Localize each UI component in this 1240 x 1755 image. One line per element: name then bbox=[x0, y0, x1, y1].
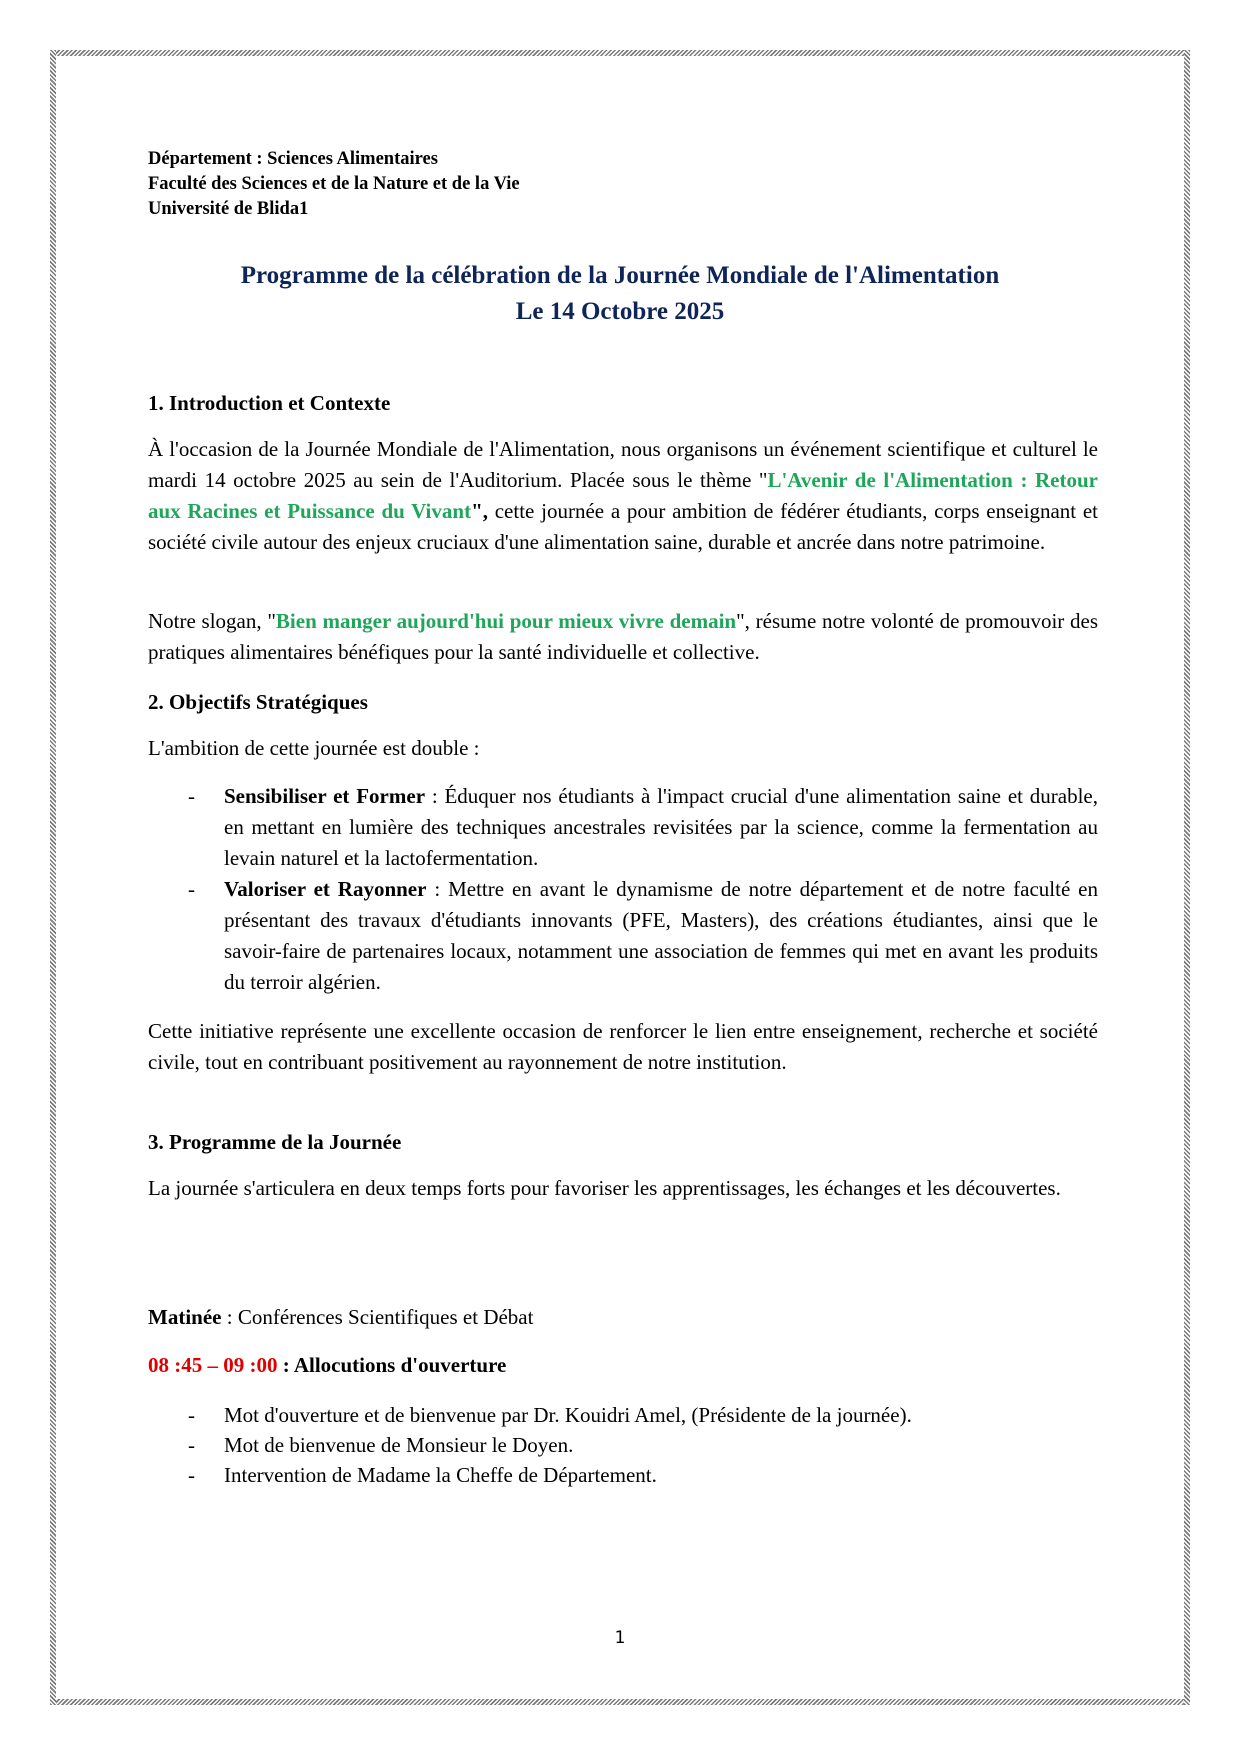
intro-paragraph: À l'occasion de la Journée Mondiale de l'Alimentation, nous organisons un événement scientifique et culturel le mardi 14 octobre 2025 au sein de l'Auditorium. Placée sous le thème "L'Avenir de l'Alimentation : Retour aux Racines et Puissance du Vivant", cette journée a pour ambition de fédérer étudiants, corps enseignant et société civile autour des enjeux cruciaux d'une alimentation saine, durable et ancrée dans notre patrimoine. bbox=[148, 437, 1098, 554]
program-intro: La journée s'articulera en deux temps forts pour favoriser les apprentissages, les échanges et les découvertes. bbox=[148, 1176, 1061, 1200]
page-number: 1 bbox=[614, 1628, 626, 1648]
section-objectives-heading: 2. Objectifs Stratégiques bbox=[148, 690, 368, 714]
list-item: - Intervention de Madame la Cheffe de Département. bbox=[188, 1463, 657, 1487]
time-slot-opening bbox=[148, 1350, 506, 1381]
time-range: 08 :45 – 09 :00 bbox=[148, 1353, 278, 1377]
objective-label: Valoriser et Rayonner bbox=[224, 877, 427, 901]
document-date: Le 14 Octobre 2025 bbox=[515, 298, 725, 325]
list-item: - Mot d'ouverture et de bienvenue par Dr. Kouidri Amel, (Présidente de la journée). bbox=[188, 1403, 912, 1427]
border-bottom bbox=[50, 1699, 1190, 1705]
list-item: - Sensibiliser et Former : Éduquer nos étudiants à l'impact crucial d'une alimentation saine et durable, en mettant en lumière des techniques ancestrales revisitées par la science, comme la fermentation au levain naturel et la lactofermentation. bbox=[188, 784, 1098, 870]
university-line: Université de Blida1 bbox=[148, 199, 309, 219]
faculty-line: Faculté des Sciences et de la Nature et de la Vie bbox=[148, 174, 520, 194]
slogan-highlight: Bien manger aujourd'hui pour mieux vivre demain bbox=[275, 609, 737, 633]
list-item: - Mot de bienvenue de Monsieur le Doyen. bbox=[188, 1433, 574, 1457]
department-line: Département : Sciences Alimentaires bbox=[148, 149, 438, 169]
document-title: Programme de la célébration de la Journée Mondiale de l'Alimentation bbox=[240, 262, 1000, 289]
section-intro-heading: 1. Introduction et Contexte bbox=[148, 391, 391, 415]
objectives-closing: Cette initiative représente une excellente occasion de renforcer le lien entre enseignement, recherche et société civile, tout en contribuant positivement au rayonnement de notre institution. bbox=[148, 1019, 1098, 1074]
objectives-list bbox=[148, 781, 1098, 998]
section-program-heading: 3. Programme de la Journée bbox=[148, 1130, 402, 1154]
slot-title: : Allocutions d'ouverture bbox=[277, 1353, 507, 1377]
morning-label-line: Matinée : Conférences Scientifiques et Débat bbox=[148, 1305, 534, 1329]
objective-label: Sensibiliser et Former bbox=[224, 784, 426, 808]
opening-speeches-list bbox=[148, 1400, 1098, 1490]
list-item: - Valoriser et Rayonner : Mettre en avant le dynamisme de notre département et de notre faculté en présentant des travaux d'étudiants innovants (PFE, Masters), des créations étudiantes, ainsi que le savoir-faire de partenaires locaux, notamment une association de femmes qui met en avant les produits du terroir algérien. bbox=[188, 877, 1098, 994]
theme-highlight: L'Avenir de l'Alimentation : Retour aux Racines et Puissance du Vivant bbox=[148, 468, 1098, 523]
objectives-intro: L'ambition de cette journée est double : bbox=[148, 736, 480, 760]
slogan-paragraph: Notre slogan, "Bien manger aujourd'hui pour mieux vivre demain", résume notre volonté de promouvoir des pratiques alimentaires bénéfiques pour la santé individuelle et collective. bbox=[148, 609, 1098, 664]
border-top bbox=[50, 50, 1190, 56]
